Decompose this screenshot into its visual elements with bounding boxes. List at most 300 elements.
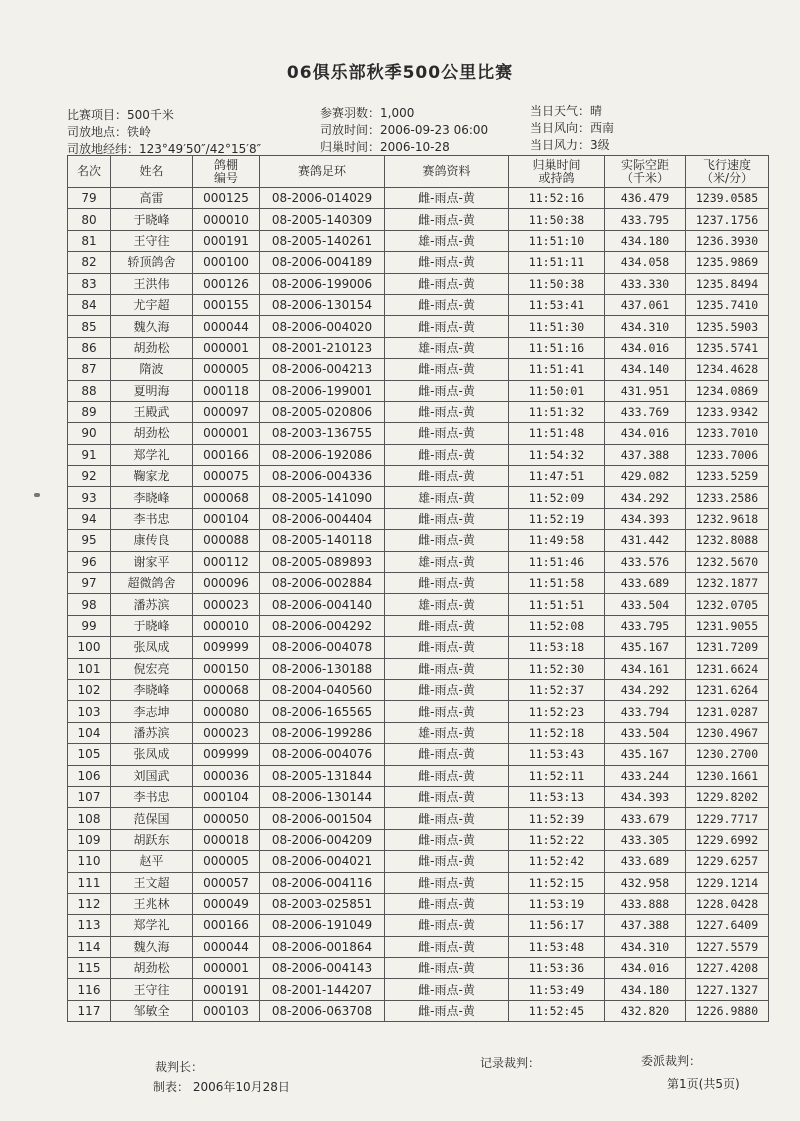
cell-name: 潘苏滨 <box>111 722 193 743</box>
cell-name: 邹敏全 <box>111 1000 193 1021</box>
cell-info: 雄-雨点-黄 <box>385 487 509 508</box>
cell-distance: 433.305 <box>605 829 686 850</box>
meta-return-time: 归巢时间：2006-10-28 <box>320 140 450 154</box>
cell-loft-no: 000097 <box>193 401 260 422</box>
cell-loft-no: 000096 <box>193 573 260 594</box>
cell-return-time: 11:51:46 <box>509 551 605 572</box>
cell-speed: 1229.8202 <box>686 786 769 807</box>
cell-return-time: 11:51:58 <box>509 573 605 594</box>
cell-speed: 1235.5741 <box>686 337 769 358</box>
cell-ring: 08-2006-004140 <box>260 594 385 615</box>
cell-return-time: 11:52:45 <box>509 1000 605 1021</box>
cell-distance: 434.140 <box>605 359 686 380</box>
cell-rank: 111 <box>68 872 111 893</box>
cell-ring: 08-2006-063708 <box>260 1000 385 1021</box>
table-row <box>68 466 769 487</box>
cell-loft-no: 000166 <box>193 444 260 465</box>
cell-return-time: 11:51:16 <box>509 337 605 358</box>
header-return-time: 归巢时间 或持鸽 <box>509 156 605 188</box>
cell-speed: 1230.4967 <box>686 722 769 743</box>
cell-distance: 435.167 <box>605 744 686 765</box>
cell-ring: 08-2006-001864 <box>260 936 385 957</box>
cell-return-time: 11:51:41 <box>509 359 605 380</box>
cell-loft-no: 000050 <box>193 808 260 829</box>
meta-wind-direction: 当日风向：西南 <box>530 121 615 135</box>
cell-return-time: 11:51:32 <box>509 401 605 422</box>
cell-loft-no: 000005 <box>193 851 260 872</box>
cell-distance: 437.061 <box>605 294 686 315</box>
table-row <box>68 423 769 444</box>
cell-loft-no: 000068 <box>193 487 260 508</box>
cell-speed: 1231.0287 <box>686 701 769 722</box>
cell-info: 雄-雨点-黄 <box>385 551 509 572</box>
cell-distance: 433.504 <box>605 594 686 615</box>
table-row <box>68 744 769 765</box>
cell-ring: 08-2006-199286 <box>260 722 385 743</box>
table-row <box>68 615 769 636</box>
cell-ring: 08-2006-004020 <box>260 316 385 337</box>
cell-ring: 08-2006-192086 <box>260 444 385 465</box>
cell-name: 郑学礼 <box>111 915 193 936</box>
cell-ring: 08-2001-210123 <box>260 337 385 358</box>
cell-info: 雌-雨点-黄 <box>385 530 509 551</box>
cell-return-time: 11:53:41 <box>509 294 605 315</box>
cell-name: 潘苏滨 <box>111 594 193 615</box>
cell-return-time: 11:52:11 <box>509 765 605 786</box>
cell-ring: 08-2006-004078 <box>260 637 385 658</box>
cell-ring: 08-2001-144207 <box>260 979 385 1000</box>
cell-rank: 85 <box>68 316 111 337</box>
cell-info: 雌-雨点-黄 <box>385 1000 509 1021</box>
cell-return-time: 11:53:36 <box>509 958 605 979</box>
table-row <box>68 444 769 465</box>
cell-loft-no: 000125 <box>193 188 260 209</box>
cell-speed: 1231.6624 <box>686 658 769 679</box>
cell-info: 雌-雨点-黄 <box>385 380 509 401</box>
meta-coords: 司放地经纬：123°49′50″/42°15′8″ <box>67 142 262 156</box>
cell-loft-no: 000075 <box>193 466 260 487</box>
cell-return-time: 11:52:19 <box>509 508 605 529</box>
cell-rank: 108 <box>68 808 111 829</box>
cell-loft-no: 000104 <box>193 786 260 807</box>
cell-ring: 08-2005-140261 <box>260 230 385 251</box>
table-row <box>68 594 769 615</box>
cell-info: 雌-雨点-黄 <box>385 658 509 679</box>
cell-speed: 1232.9618 <box>686 508 769 529</box>
cell-info: 雌-雨点-黄 <box>385 508 509 529</box>
cell-name: 刘国武 <box>111 765 193 786</box>
cell-distance: 433.795 <box>605 615 686 636</box>
header-name: 姓名 <box>111 156 193 188</box>
cell-loft-no: 000068 <box>193 679 260 700</box>
table-row <box>68 337 769 358</box>
cell-return-time: 11:56:17 <box>509 915 605 936</box>
cell-ring: 08-2005-089893 <box>260 551 385 572</box>
cell-loft-no: 000044 <box>193 316 260 337</box>
cell-ring: 08-2006-004143 <box>260 958 385 979</box>
cell-rank: 86 <box>68 337 111 358</box>
cell-info: 雌-雨点-黄 <box>385 701 509 722</box>
cell-loft-no: 000005 <box>193 359 260 380</box>
cell-loft-no: 000010 <box>193 209 260 230</box>
cell-name: 范保国 <box>111 808 193 829</box>
cell-speed: 1229.6257 <box>686 851 769 872</box>
cell-speed: 1235.5903 <box>686 316 769 337</box>
cell-distance: 433.504 <box>605 722 686 743</box>
cell-name: 李晓峰 <box>111 679 193 700</box>
cell-speed: 1228.0428 <box>686 893 769 914</box>
cell-loft-no: 000088 <box>193 530 260 551</box>
cell-info: 雌-雨点-黄 <box>385 936 509 957</box>
cell-speed: 1229.7717 <box>686 808 769 829</box>
cell-rank: 104 <box>68 722 111 743</box>
cell-info: 雌-雨点-黄 <box>385 808 509 829</box>
cell-name: 于晓峰 <box>111 615 193 636</box>
cell-ring: 08-2006-004209 <box>260 829 385 850</box>
cell-distance: 434.393 <box>605 786 686 807</box>
cell-distance: 434.292 <box>605 487 686 508</box>
results-table <box>67 155 769 1022</box>
cell-rank: 109 <box>68 829 111 850</box>
cell-info: 雄-雨点-黄 <box>385 230 509 251</box>
cell-name: 王守往 <box>111 979 193 1000</box>
table-row <box>68 679 769 700</box>
cell-speed: 1227.4208 <box>686 958 769 979</box>
cell-info: 雌-雨点-黄 <box>385 573 509 594</box>
cell-loft-no: 000100 <box>193 252 260 273</box>
meta-release-place: 司放地点：铁岭 <box>67 125 152 139</box>
cell-speed: 1235.7410 <box>686 294 769 315</box>
cell-info: 雌-雨点-黄 <box>385 359 509 380</box>
cell-name: 胡劲松 <box>111 337 193 358</box>
cell-info: 雄-雨点-黄 <box>385 594 509 615</box>
cell-return-time: 11:52:37 <box>509 679 605 700</box>
cell-loft-no: 000018 <box>193 829 260 850</box>
cell-info: 雌-雨点-黄 <box>385 273 509 294</box>
table-row <box>68 316 769 337</box>
cell-rank: 117 <box>68 1000 111 1021</box>
table-row <box>68 936 769 957</box>
cell-speed: 1234.0869 <box>686 380 769 401</box>
cell-return-time: 11:53:49 <box>509 979 605 1000</box>
cell-info: 雌-雨点-黄 <box>385 466 509 487</box>
cell-ring: 08-2006-001504 <box>260 808 385 829</box>
cell-rank: 112 <box>68 893 111 914</box>
cell-ring: 08-2006-199001 <box>260 380 385 401</box>
cell-rank: 88 <box>68 380 111 401</box>
cell-distance: 433.689 <box>605 851 686 872</box>
cell-name: 康传良 <box>111 530 193 551</box>
cell-ring: 08-2005-140118 <box>260 530 385 551</box>
table-row <box>68 829 769 850</box>
cell-ring: 08-2004-040560 <box>260 679 385 700</box>
cell-loft-no: 000044 <box>193 936 260 957</box>
cell-name: 王洪伟 <box>111 273 193 294</box>
cell-ring: 08-2006-191049 <box>260 915 385 936</box>
cell-loft-no: 000191 <box>193 230 260 251</box>
cell-distance: 434.180 <box>605 979 686 1000</box>
table-row <box>68 359 769 380</box>
header-loft-no: 鸽棚 编号 <box>193 156 260 188</box>
cell-name: 超微鸽舍 <box>111 573 193 594</box>
cell-speed: 1226.9880 <box>686 1000 769 1021</box>
cell-rank: 107 <box>68 786 111 807</box>
cell-name: 魏久海 <box>111 936 193 957</box>
cell-loft-no: 000001 <box>193 337 260 358</box>
cell-name: 王殿武 <box>111 401 193 422</box>
table-row <box>68 230 769 251</box>
cell-ring: 08-2006-004116 <box>260 872 385 893</box>
cell-speed: 1234.4628 <box>686 359 769 380</box>
cell-speed: 1232.1877 <box>686 573 769 594</box>
header-distance: 实际空距 （千米） <box>605 156 686 188</box>
meta-weather: 当日天气：晴 <box>530 104 603 118</box>
cell-rank: 98 <box>68 594 111 615</box>
cell-speed: 1230.2700 <box>686 744 769 765</box>
cell-distance: 432.958 <box>605 872 686 893</box>
cell-rank: 114 <box>68 936 111 957</box>
cell-return-time: 11:53:48 <box>509 936 605 957</box>
cell-distance: 433.795 <box>605 209 686 230</box>
table-row <box>68 786 769 807</box>
cell-info: 雄-雨点-黄 <box>385 722 509 743</box>
cell-speed: 1233.9342 <box>686 401 769 422</box>
cell-speed: 1237.1756 <box>686 209 769 230</box>
cell-info: 雌-雨点-黄 <box>385 401 509 422</box>
cell-distance: 435.167 <box>605 637 686 658</box>
header-speed: 飞行速度 （米/分） <box>686 156 769 188</box>
cell-return-time: 11:49:58 <box>509 530 605 551</box>
table-row <box>68 722 769 743</box>
cell-info: 雌-雨点-黄 <box>385 979 509 1000</box>
cell-name: 张凤成 <box>111 744 193 765</box>
cell-name: 王兆林 <box>111 893 193 914</box>
cell-distance: 433.576 <box>605 551 686 572</box>
cell-info: 雌-雨点-黄 <box>385 637 509 658</box>
cell-rank: 79 <box>68 188 111 209</box>
cell-rank: 84 <box>68 294 111 315</box>
cell-speed: 1232.5670 <box>686 551 769 572</box>
cell-speed: 1233.7006 <box>686 444 769 465</box>
cell-rank: 87 <box>68 359 111 380</box>
cell-loft-no: 000001 <box>193 423 260 444</box>
cell-rank: 95 <box>68 530 111 551</box>
cell-name: 李晓峰 <box>111 487 193 508</box>
cell-info: 雌-雨点-黄 <box>385 851 509 872</box>
table-row <box>68 765 769 786</box>
cell-distance: 433.679 <box>605 808 686 829</box>
cell-name: 轿顶鸽舍 <box>111 252 193 273</box>
cell-loft-no: 000104 <box>193 508 260 529</box>
cell-distance: 436.479 <box>605 188 686 209</box>
cell-return-time: 11:52:30 <box>509 658 605 679</box>
table-row <box>68 380 769 401</box>
cell-loft-no: 000023 <box>193 594 260 615</box>
cell-name: 胡劲松 <box>111 423 193 444</box>
table-row <box>68 294 769 315</box>
meta-race-item: 比赛项目：500千米 <box>67 108 174 122</box>
cell-info: 雌-雨点-黄 <box>385 893 509 914</box>
cell-speed: 1235.9869 <box>686 252 769 273</box>
cell-speed: 1236.3930 <box>686 230 769 251</box>
cell-distance: 434.180 <box>605 230 686 251</box>
cell-name: 郑学礼 <box>111 444 193 465</box>
header-rank: 名次 <box>68 156 111 188</box>
cell-loft-no: 000080 <box>193 701 260 722</box>
cell-name: 胡劲松 <box>111 958 193 979</box>
cell-return-time: 11:53:13 <box>509 786 605 807</box>
cell-return-time: 11:51:30 <box>509 316 605 337</box>
cell-return-time: 11:50:38 <box>509 273 605 294</box>
cell-loft-no: 000191 <box>193 979 260 1000</box>
cell-speed: 1231.6264 <box>686 679 769 700</box>
cell-return-time: 11:52:22 <box>509 829 605 850</box>
cell-loft-no: 000036 <box>193 765 260 786</box>
cell-ring: 08-2005-140309 <box>260 209 385 230</box>
dispatch-judge-label: 委派裁判： <box>641 1054 702 1068</box>
cell-distance: 434.292 <box>605 679 686 700</box>
cell-rank: 82 <box>68 252 111 273</box>
prepared-date: 制表： 2006年10月28日 <box>153 1080 290 1094</box>
cell-ring: 08-2006-130154 <box>260 294 385 315</box>
cell-loft-no: 000166 <box>193 915 260 936</box>
cell-speed: 1227.6409 <box>686 915 769 936</box>
cell-return-time: 11:54:32 <box>509 444 605 465</box>
cell-speed: 1232.8088 <box>686 530 769 551</box>
cell-speed: 1231.7209 <box>686 637 769 658</box>
cell-ring: 08-2006-004336 <box>260 466 385 487</box>
cell-return-time: 11:52:18 <box>509 722 605 743</box>
cell-name: 高雷 <box>111 188 193 209</box>
cell-rank: 99 <box>68 615 111 636</box>
cell-rank: 96 <box>68 551 111 572</box>
cell-info: 雌-雨点-黄 <box>385 252 509 273</box>
cell-return-time: 11:52:15 <box>509 872 605 893</box>
cell-name: 胡跃东 <box>111 829 193 850</box>
table-row <box>68 1000 769 1021</box>
cell-rank: 100 <box>68 637 111 658</box>
cell-name: 李书忠 <box>111 786 193 807</box>
table-row <box>68 273 769 294</box>
cell-info: 雌-雨点-黄 <box>385 915 509 936</box>
cell-speed: 1229.6992 <box>686 829 769 850</box>
cell-loft-no: 000150 <box>193 658 260 679</box>
cell-ring: 08-2005-020806 <box>260 401 385 422</box>
record-judge-label: 记录裁判： <box>480 1056 541 1070</box>
cell-distance: 437.388 <box>605 915 686 936</box>
cell-info: 雌-雨点-黄 <box>385 209 509 230</box>
cell-rank: 116 <box>68 979 111 1000</box>
table-row <box>68 551 769 572</box>
cell-loft-no: 000103 <box>193 1000 260 1021</box>
cell-ring: 08-2005-131844 <box>260 765 385 786</box>
cell-return-time: 11:52:23 <box>509 701 605 722</box>
cell-speed: 1229.1214 <box>686 872 769 893</box>
header-info: 赛鸽资料 <box>385 156 509 188</box>
cell-return-time: 11:50:38 <box>509 209 605 230</box>
cell-distance: 434.393 <box>605 508 686 529</box>
cell-info: 雌-雨点-黄 <box>385 294 509 315</box>
cell-rank: 110 <box>68 851 111 872</box>
cell-speed: 1227.1327 <box>686 979 769 1000</box>
cell-return-time: 11:51:48 <box>509 423 605 444</box>
cell-name: 谢家平 <box>111 551 193 572</box>
cell-info: 雌-雨点-黄 <box>385 316 509 337</box>
header-ring: 赛鸽足环 <box>260 156 385 188</box>
cell-distance: 433.794 <box>605 701 686 722</box>
cell-ring: 08-2006-002884 <box>260 573 385 594</box>
cell-distance: 431.951 <box>605 380 686 401</box>
cell-rank: 90 <box>68 423 111 444</box>
page-number: 第1页(共5页) <box>667 1077 740 1091</box>
cell-speed: 1232.0705 <box>686 594 769 615</box>
chief-judge-label: 裁判长： <box>155 1060 204 1074</box>
cell-distance: 433.888 <box>605 893 686 914</box>
cell-loft-no: 000057 <box>193 872 260 893</box>
cell-return-time: 11:51:51 <box>509 594 605 615</box>
cell-distance: 433.769 <box>605 401 686 422</box>
cell-name: 张凤成 <box>111 637 193 658</box>
table-row <box>68 573 769 594</box>
cell-return-time: 11:51:10 <box>509 230 605 251</box>
cell-distance: 434.016 <box>605 337 686 358</box>
table-row <box>68 872 769 893</box>
cell-ring: 08-2003-136755 <box>260 423 385 444</box>
cell-ring: 08-2006-130188 <box>260 658 385 679</box>
cell-name: 王守往 <box>111 230 193 251</box>
cell-rank: 102 <box>68 679 111 700</box>
cell-info: 雌-雨点-黄 <box>385 188 509 209</box>
cell-name: 赵平 <box>111 851 193 872</box>
cell-loft-no: 000049 <box>193 893 260 914</box>
cell-ring: 08-2006-014029 <box>260 188 385 209</box>
cell-ring: 08-2005-141090 <box>260 487 385 508</box>
cell-speed: 1233.2586 <box>686 487 769 508</box>
table-row <box>68 701 769 722</box>
table-row <box>68 252 769 273</box>
cell-speed: 1239.0585 <box>686 188 769 209</box>
cell-rank: 97 <box>68 573 111 594</box>
cell-info: 雌-雨点-黄 <box>385 958 509 979</box>
cell-rank: 105 <box>68 744 111 765</box>
meta-entries: 参赛羽数：1,000 <box>320 106 415 120</box>
cell-rank: 80 <box>68 209 111 230</box>
cell-name: 魏久海 <box>111 316 193 337</box>
cell-info: 雌-雨点-黄 <box>385 786 509 807</box>
cell-ring: 08-2006-004076 <box>260 744 385 765</box>
table-row <box>68 637 769 658</box>
cell-distance: 432.820 <box>605 1000 686 1021</box>
cell-return-time: 11:52:08 <box>509 615 605 636</box>
cell-rank: 89 <box>68 401 111 422</box>
cell-distance: 434.161 <box>605 658 686 679</box>
cell-rank: 115 <box>68 958 111 979</box>
cell-rank: 83 <box>68 273 111 294</box>
cell-name: 于晓峰 <box>111 209 193 230</box>
table-row <box>68 808 769 829</box>
cell-return-time: 11:53:19 <box>509 893 605 914</box>
table-row <box>68 893 769 914</box>
cell-ring: 08-2006-004021 <box>260 851 385 872</box>
table-row <box>68 915 769 936</box>
cell-info: 雌-雨点-黄 <box>385 872 509 893</box>
cell-info: 雌-雨点-黄 <box>385 615 509 636</box>
cell-ring: 08-2006-004213 <box>260 359 385 380</box>
cell-loft-no: 000126 <box>193 273 260 294</box>
cell-rank: 91 <box>68 444 111 465</box>
cell-ring: 08-2006-165565 <box>260 701 385 722</box>
cell-ring: 08-2006-130144 <box>260 786 385 807</box>
